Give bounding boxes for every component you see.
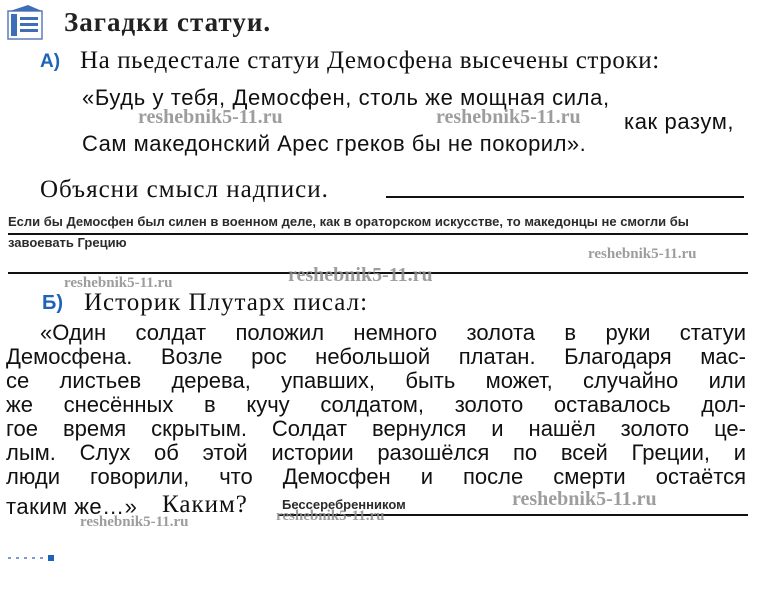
task-b-question: Каким? (162, 491, 248, 518)
plutarch-line-7: люди говорили, что Демосфен и после смерти остаётся (6, 464, 746, 489)
plutarch-line-6: лым. Слух об этой истории разошёлся по всей Греции, и (6, 440, 746, 465)
task-a-question: Объясни смысл надписи. (40, 176, 329, 203)
plutarch-line-1: «Один солдат положил немного золота в руки статуи (40, 320, 746, 345)
plutarch-line-5: гое время скрытым. Солдат вернулся и нашёл золото це- (6, 416, 746, 441)
watermark: reshebnik5-11.ru (138, 106, 283, 128)
answer-line-1: Если бы Демосфен был силен в военном деле, как в ораторском искусстве, то македонцы не смогли бы (8, 214, 689, 229)
watermark: reshebnik5-11.ru (588, 246, 697, 262)
watermark: reshebnik5-11.ru (512, 488, 657, 510)
plutarch-last-line: таким же…» (6, 494, 138, 519)
plutarch-line-3: се листьев дерева, упавших, быть может, случайно или (6, 368, 746, 393)
watermark: reshebnik5-11.ru (64, 275, 173, 291)
corner-mark (8, 548, 55, 554)
task-b-answer: Бессеребренником (282, 497, 406, 512)
watermark: reshebnik5-11.ru (288, 264, 433, 286)
answer-line-2: завоевать Грецию (8, 235, 127, 250)
task-a-prompt: На пьедестале статуи Демосфена высечены строки: (80, 47, 660, 74)
task-b-letter: Б) (42, 292, 64, 314)
page-title: Загадки статуи. (64, 7, 272, 37)
task-b-prompt: Историк Плутарх писал: (84, 289, 369, 316)
plutarch-line-2: Демосфена. Возле рос небольшой платан. Благодаря мас- (6, 344, 746, 369)
answer-rule-1 (386, 196, 744, 198)
quote-line-2-end: как разум, (624, 109, 735, 134)
watermark: reshebnik5-11.ru (80, 514, 189, 530)
quote-line-3: Сам македонский Арес греков бы не покорил». (82, 131, 587, 156)
watermark: reshebnik5-11.ru (276, 508, 385, 524)
task-a-letter: А) (40, 51, 61, 72)
section-icon (6, 5, 46, 41)
plutarch-line-4: же снесённых в кучу солдатом, золото оставалось дол- (6, 392, 746, 417)
watermark: reshebnik5-11.ru (436, 106, 581, 128)
quote-line-1: «Будь у тебя, Демосфен, столь же мощная сила, (82, 85, 610, 110)
